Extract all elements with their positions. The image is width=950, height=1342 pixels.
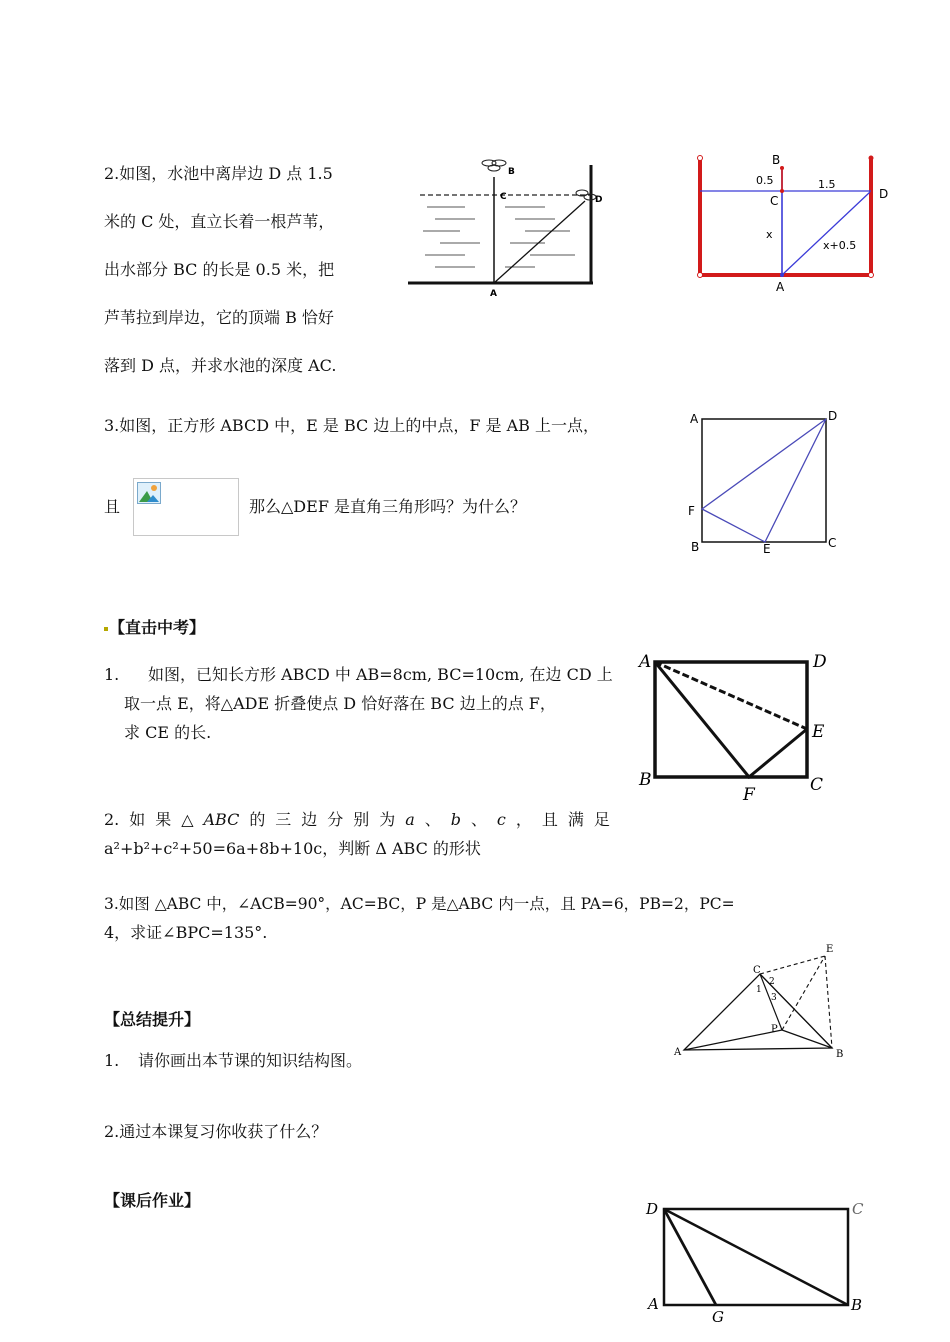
zk2-token: 满 bbox=[567, 810, 584, 829]
q2-text bbox=[104, 150, 394, 390]
zk1-line-3: 求 CE 的长. bbox=[124, 723, 212, 742]
fig2-label-B: B bbox=[772, 153, 781, 167]
section-zongjie-heading: 【总结提升】 bbox=[104, 1010, 201, 1029]
homework-rectangle-figure bbox=[640, 1195, 875, 1325]
zk2-line-1 bbox=[104, 805, 610, 834]
fig2-label-half: 0.5 bbox=[756, 174, 774, 187]
fig2-label-C: C bbox=[770, 194, 779, 208]
fig6-label-D: D bbox=[646, 1200, 659, 1218]
zk1-num: 1. bbox=[104, 665, 120, 684]
zj2-text: 2.通过本课复习你收获了什么？ bbox=[104, 1122, 328, 1141]
zk2-token: c bbox=[496, 810, 506, 829]
zk2-token: 且 bbox=[541, 810, 558, 829]
fig2-label-onehalf: 1.5 bbox=[818, 178, 836, 191]
zk2-token: ABC bbox=[203, 810, 240, 829]
q2-line-4: 芦苇拉到岸边，它的顶端 B 恰好 bbox=[104, 308, 334, 327]
fig4-label-B: B bbox=[639, 770, 652, 790]
fig6-label-A: A bbox=[648, 1295, 659, 1313]
fig5-label-P: P bbox=[771, 1024, 778, 1035]
section-zhiji-heading: 【直击中考】 bbox=[109, 618, 206, 637]
fig3-label-E: E bbox=[763, 542, 771, 556]
fig1-label-A: A bbox=[490, 289, 497, 299]
fig6-label-G: G bbox=[712, 1308, 724, 1325]
section-zuoye-heading: 【课后作业】 bbox=[104, 1191, 201, 1210]
q3-line-1: 3.如图，正方形 ABCD 中，E 是 BC 边上的中点，F 是 AB 上一点， bbox=[104, 416, 600, 435]
fig5-label-E: E bbox=[826, 944, 834, 955]
fig3-label-D: D bbox=[828, 409, 838, 423]
folded-rectangle-figure bbox=[635, 648, 835, 806]
zk2-line-2: a²+b²+c²+50=6a+8b+10c，判断 Δ ABC 的形状 bbox=[104, 839, 481, 858]
zk2-token: 如 bbox=[129, 810, 146, 829]
fig3-label-B: B bbox=[691, 540, 700, 554]
fig4-label-D: D bbox=[813, 652, 827, 672]
zk2-token: 为 bbox=[379, 810, 396, 829]
zk2-token: 2. bbox=[104, 810, 120, 829]
zk2-token: 别 bbox=[353, 810, 370, 829]
zk2-text bbox=[104, 805, 610, 863]
zk2-token: ， bbox=[515, 810, 532, 829]
zk2-token: 、 bbox=[424, 810, 441, 829]
zk1-text bbox=[104, 660, 624, 747]
fig3-label-F: F bbox=[688, 504, 695, 518]
q2-line-5: 落到 D 点，并求水池的深度 AC. bbox=[104, 356, 337, 375]
q2-line-2: 米的 C 处，直立长着一根芦苇， bbox=[104, 212, 335, 231]
fig3-label-C: C bbox=[828, 536, 837, 550]
zk1-line-2: 取一点 E，将△ADE 折叠使点 D 恰好落在 BC 边上的点 F， bbox=[124, 694, 556, 713]
broken-image-icon bbox=[137, 482, 161, 504]
fig5-label-3: 3 bbox=[771, 993, 777, 1003]
fig5-label-B: B bbox=[836, 1049, 844, 1060]
fig1-label-D: D bbox=[595, 195, 603, 205]
q2-line-1: 2.如图，水池中离岸边 D 点 1.5 bbox=[104, 164, 333, 183]
zk2-token: b bbox=[450, 810, 461, 829]
fig2-label-A: A bbox=[776, 280, 785, 294]
fig2-label-xp: x+0.5 bbox=[823, 239, 857, 252]
zk3-line-2: 4，求证∠BPC=135°. bbox=[104, 923, 268, 942]
zk1-line-1-text: 如图，已知长方形 ABCD 中 AB=8cm, BC=10cm, 在边 CD 上 bbox=[148, 665, 613, 684]
missing-image-placeholder bbox=[133, 478, 239, 536]
zk3-line-1: 3.如图 △ABC 中，∠ACB=90°，AC=BC，P 是△ABC 内一点，且 PA=6，PB=2，PC= bbox=[104, 895, 735, 913]
zk2-token: a bbox=[405, 810, 415, 829]
fig4-label-F: F bbox=[743, 785, 755, 805]
fig2-label-D: D bbox=[879, 187, 889, 201]
square-def-figure bbox=[680, 405, 850, 565]
zk2-token: 分 bbox=[327, 810, 344, 829]
zk2-token: 三 bbox=[275, 810, 292, 829]
zk1-line-1 bbox=[104, 665, 613, 684]
zk2-token: 边 bbox=[301, 810, 318, 829]
zj1-text: 请你画出本节课的知识结构图。 bbox=[138, 1051, 363, 1070]
fig2-label-x: x bbox=[766, 228, 773, 241]
q3-qie: 且 bbox=[104, 497, 121, 516]
fig1-label-B: B bbox=[508, 167, 515, 177]
fig4-label-A: A bbox=[639, 652, 652, 672]
fig5-label-1: 1 bbox=[756, 985, 762, 995]
fig1-label-C: C bbox=[500, 192, 507, 202]
pond-reed-figure bbox=[405, 155, 605, 300]
triangle-pbc-figure bbox=[670, 940, 855, 1065]
zj1-num: 1. bbox=[104, 1051, 120, 1070]
fig6-label-B: B bbox=[851, 1296, 863, 1314]
bullet-dot bbox=[104, 627, 108, 631]
pond-diagram-figure bbox=[690, 150, 895, 295]
fig5-label-2: 2 bbox=[769, 977, 775, 987]
fig6-label-C: C bbox=[852, 1200, 864, 1218]
zk2-token: 足 bbox=[593, 810, 610, 829]
zk2-token: 的 bbox=[249, 810, 266, 829]
q3-line-2: 那么△DEF 是直角三角形吗？为什么？ bbox=[249, 497, 527, 516]
zk2-token: 果 bbox=[155, 810, 172, 829]
zk2-token: 、 bbox=[470, 810, 487, 829]
zk2-token: △ bbox=[181, 810, 194, 829]
fig4-label-E: E bbox=[812, 722, 825, 742]
fig3-label-A: A bbox=[690, 412, 699, 426]
fig4-label-C: C bbox=[810, 775, 824, 795]
fig5-label-A: A bbox=[674, 1047, 682, 1058]
fig5-label-C: C bbox=[753, 965, 761, 976]
q2-line-3: 出水部分 BC 的长是 0.5 米，把 bbox=[104, 260, 335, 279]
